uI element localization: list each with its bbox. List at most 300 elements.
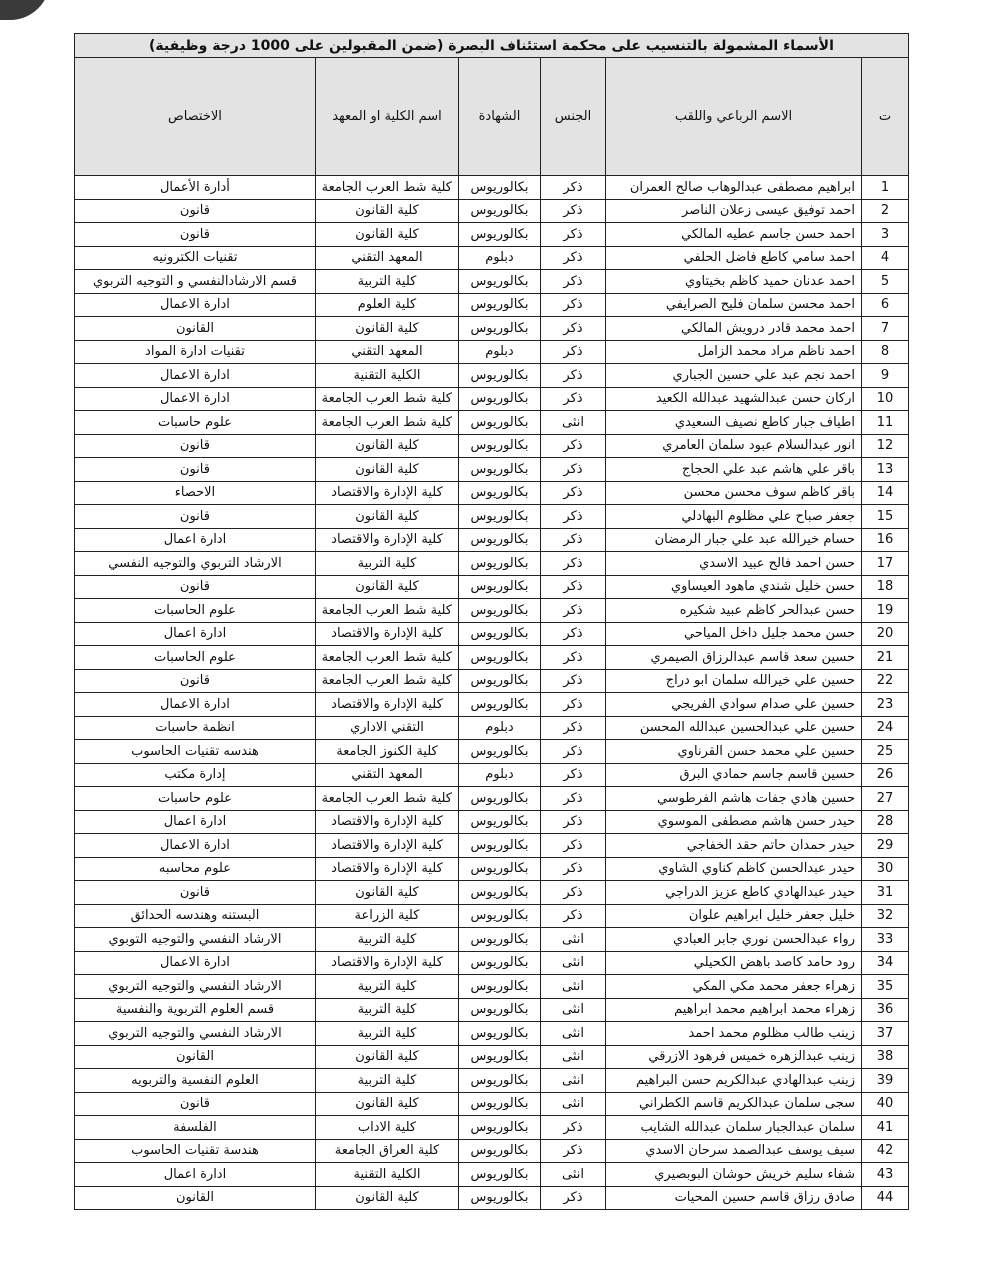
corner-shape [0,0,50,20]
row-specialization: الارشاد النفسي والتوجيه التوبوي [74,928,315,952]
row-college: كلية القانون [316,575,459,599]
row-specialization: القانون [74,317,315,341]
row-specialization: هندسة تقنيات الحاسوب [74,1139,315,1163]
row-number: 33 [862,928,909,952]
row-specialization: ادارة اعمال [74,622,315,646]
row-degree: بكالوريوس [459,622,541,646]
row-college: كلية التربية [316,1069,459,1093]
table-row [74,1092,908,1116]
table-row [74,481,908,505]
row-name: شفاء سليم خريش حوشان البوبصيري [606,1163,862,1187]
row-specialization: هندسه تقنيات الحاسوب [74,740,315,764]
table-row [74,1186,908,1210]
header-degree: الشهادة [459,58,541,176]
row-name: حيدر عبدالهادي كاطع عزيز الدراجي [606,881,862,905]
table-row [74,1116,908,1140]
table-row [74,1022,908,1046]
row-name: سجى سلمان عبدالكريم قاسم الكطراني [606,1092,862,1116]
row-number: 28 [862,810,909,834]
row-number: 19 [862,599,909,623]
row-degree: دبلوم [459,763,541,787]
document-title: الأسماء المشمولة بالتنسيب على محكمة استئناف البصرة (ضمن المقبولين على 1000 درجة وظيفية) [74,34,908,58]
row-college: كلية التربية [316,975,459,999]
row-specialization: علوم الحاسبات [74,646,315,670]
row-college: كلية الإدارة والاقتصاد [316,481,459,505]
row-gender: ذكر [541,481,606,505]
row-gender: ذكر [541,575,606,599]
row-gender: ذكر [541,364,606,388]
row-degree: بكالوريوس [459,575,541,599]
row-name: احمد توفيق عيسى زعلان الناصر [606,199,862,223]
row-gender: ذكر [541,1116,606,1140]
document-sheet [75,33,909,1210]
row-name: حسين سعد قاسم عبدالرزاق الصيمري [606,646,862,670]
row-college: كلية القانون [316,317,459,341]
row-degree: بكالوريوس [459,411,541,435]
row-specialization: ادارة الاعمال [74,951,315,975]
row-number: 3 [862,223,909,247]
row-number: 37 [862,1022,909,1046]
row-name: حيدر حمدان حاتم حقد الخفاجي [606,834,862,858]
row-college: كلية شط العرب الجامعة [316,176,459,200]
row-college: كلية القانون [316,199,459,223]
row-number: 5 [862,270,909,294]
row-number: 42 [862,1139,909,1163]
row-college: المعهد التقني [316,763,459,787]
row-college: كلية الكنوز الجامعة [316,740,459,764]
row-name: احمد نجم عبد علي حسين الجباري [606,364,862,388]
row-number: 10 [862,387,909,411]
row-degree: بكالوريوس [459,1092,541,1116]
row-gender: ذكر [541,693,606,717]
row-degree: بكالوريوس [459,740,541,764]
table-row [74,293,908,317]
row-specialization: قانون [74,505,315,529]
row-degree: بكالوريوس [459,1186,541,1210]
row-degree: بكالوريوس [459,552,541,576]
row-specialization: إدارة مكتب [74,763,315,787]
row-number: 39 [862,1069,909,1093]
row-number: 6 [862,293,909,317]
row-number: 22 [862,669,909,693]
row-number: 8 [862,340,909,364]
row-gender: ذكر [541,622,606,646]
row-college: الكلية التقنية [316,364,459,388]
row-name: احمد سامي كاطع فاضل الحلفي [606,246,862,270]
row-college: كلية العراق الجامعة [316,1139,459,1163]
row-degree: بكالوريوس [459,387,541,411]
row-name: رواء عبدالحسن نوري جابر العبادي [606,928,862,952]
row-college: كلية شط العرب الجامعة [316,387,459,411]
row-name: حسين قاسم جاسم حمادي البرق [606,763,862,787]
row-name: خليل جعفر خليل ابراهيم علوان [606,904,862,928]
row-name: حسن محمد جليل داخل المياحي [606,622,862,646]
row-number: 17 [862,552,909,576]
table-row [74,881,908,905]
table-row [74,646,908,670]
row-college: كلية الإدارة والاقتصاد [316,834,459,858]
row-specialization: القانون [74,1186,315,1210]
table-row [74,622,908,646]
table-row [74,364,908,388]
row-number: 44 [862,1186,909,1210]
row-gender: انثى [541,1045,606,1069]
row-specialization: العلوم النفسية والتربويه [74,1069,315,1093]
row-specialization: ادارة الاعمال [74,387,315,411]
row-college: الكلية التقنية [316,1163,459,1187]
row-college: كلية الاداب [316,1116,459,1140]
row-degree: بكالوريوس [459,951,541,975]
row-college: كلية القانون [316,1186,459,1210]
row-gender: ذكر [541,340,606,364]
table-row [74,340,908,364]
row-specialization: قانون [74,881,315,905]
table-row [74,270,908,294]
row-degree: بكالوريوس [459,693,541,717]
row-number: 4 [862,246,909,270]
row-number: 24 [862,716,909,740]
row-name: حسام خيرالله عبد علي جبار الرمضان [606,528,862,552]
row-number: 15 [862,505,909,529]
row-specialization: الارشاد النفسي والتوجيه التربوي [74,975,315,999]
row-gender: ذكر [541,810,606,834]
row-name: ابراهيم مصطفى عبدالوهاب صالح العمران [606,176,862,200]
row-name: زهراء جعفر محمد مكي المكي [606,975,862,999]
row-college: كلية القانون [316,223,459,247]
row-specialization: قسم العلوم التربوية والنفسية [74,998,315,1022]
row-number: 34 [862,951,909,975]
row-gender: ذكر [541,458,606,482]
header-college: اسم الكلية او المعهد [316,58,459,176]
row-number: 43 [862,1163,909,1187]
row-number: 27 [862,787,909,811]
row-number: 26 [862,763,909,787]
table-row [74,787,908,811]
row-gender: انثى [541,928,606,952]
row-name: حسن عبدالحر كاظم عبيد شكيره [606,599,862,623]
table-row [74,223,908,247]
row-name: زينب عبدالهادي عبدالكريم حسن البراهيم [606,1069,862,1093]
row-college: المعهد التقني [316,340,459,364]
row-degree: دبلوم [459,340,541,364]
row-degree: بكالوريوس [459,904,541,928]
row-gender: ذكر [541,176,606,200]
row-name: احمد ناظم مراد محمد الزامل [606,340,862,364]
table-row [74,599,908,623]
row-specialization: علوم محاسبه [74,857,315,881]
row-number: 30 [862,857,909,881]
row-degree: بكالوريوس [459,293,541,317]
row-degree: بكالوريوس [459,599,541,623]
row-number: 12 [862,434,909,458]
row-specialization: علوم حاسبات [74,787,315,811]
header-name: الاسم الرباعي واللقب [606,58,862,176]
row-specialization: البستنه وهندسه الحدائق [74,904,315,928]
row-specialization: الارشاد النفسي والتوجيه التربوي [74,1022,315,1046]
row-degree: بكالوريوس [459,646,541,670]
row-number: 2 [862,199,909,223]
row-number: 21 [862,646,909,670]
row-college: كلية القانون [316,881,459,905]
table-row [74,317,908,341]
row-degree: بكالوريوس [459,669,541,693]
table-row [74,928,908,952]
row-name: زينب عبدالزهره خميس فرهود الازرقي [606,1045,862,1069]
row-degree: بكالوريوس [459,834,541,858]
row-number: 36 [862,998,909,1022]
row-gender: ذكر [541,387,606,411]
row-college: كلية التربية [316,928,459,952]
row-name: حسين علي عبدالحسين عبدالله المحسن [606,716,862,740]
table-row [74,387,908,411]
row-degree: بكالوريوس [459,1045,541,1069]
row-number: 41 [862,1116,909,1140]
row-college: كلية شط العرب الجامعة [316,787,459,811]
row-gender: ذكر [541,599,606,623]
row-gender: انثى [541,1163,606,1187]
row-name: سلمان عبدالجبار سلمان عبدالله الشايب [606,1116,862,1140]
row-specialization: قانون [74,434,315,458]
row-gender: ذكر [541,223,606,247]
row-name: زينب طالب مظلوم محمد احمد [606,1022,862,1046]
row-number: 1 [862,176,909,200]
row-name: رود حامد كاصد باهض الكحيلي [606,951,862,975]
row-gender: ذكر [541,881,606,905]
row-name: اركان حسن عبدالشهيد عبدالله الكعيد [606,387,862,411]
row-name: اطياف جبار كاطع نصيف السعيدي [606,411,862,435]
table-row [74,434,908,458]
table-row [74,1045,908,1069]
row-name: احمد عدنان حميد كاظم بخيتاوي [606,270,862,294]
row-college: كلية القانون [316,1045,459,1069]
row-gender: انثى [541,998,606,1022]
row-college: كلية الإدارة والاقتصاد [316,693,459,717]
row-gender: انثى [541,411,606,435]
row-gender: انثى [541,951,606,975]
row-degree: دبلوم [459,246,541,270]
row-college: كلية الزراعة [316,904,459,928]
row-number: 38 [862,1045,909,1069]
row-gender: ذكر [541,834,606,858]
table-row [74,1069,908,1093]
row-degree: بكالوريوس [459,810,541,834]
row-degree: بكالوريوس [459,998,541,1022]
row-specialization: أدارة الأعمال [74,176,315,200]
row-gender: ذكر [541,857,606,881]
row-specialization: الارشاد التربوي والتوجيه النفسي [74,552,315,576]
row-specialization: ادارة اعمال [74,810,315,834]
row-gender: ذكر [541,270,606,294]
row-number: 13 [862,458,909,482]
row-gender: ذكر [541,763,606,787]
row-college: كلية القانون [316,458,459,482]
row-name: باقر علي هاشم عبد علي الحجاج [606,458,862,482]
row-name: جعفر صباح علي مظلوم البهادلي [606,505,862,529]
row-degree: بكالوريوس [459,176,541,200]
row-specialization: ادارة اعمال [74,528,315,552]
row-name: حسين علي محمد حسن القرناوي [606,740,862,764]
row-gender: ذكر [541,528,606,552]
table-row [74,1163,908,1187]
row-degree: بكالوريوس [459,1163,541,1187]
table-row [74,810,908,834]
row-degree: بكالوريوس [459,317,541,341]
row-specialization: تقنيات الكترونيه [74,246,315,270]
table-row [74,716,908,740]
row-number: 35 [862,975,909,999]
table-row [74,998,908,1022]
row-degree: بكالوريوس [459,1022,541,1046]
row-degree: بكالوريوس [459,364,541,388]
row-gender: ذكر [541,317,606,341]
row-name: حيدر حسن هاشم مصطفى الموسوي [606,810,862,834]
row-name: احمد محمد قادر درويش المالكي [606,317,862,341]
row-gender: ذكر [541,246,606,270]
header-row [74,58,908,176]
row-college: كلية القانون [316,434,459,458]
row-college: كلية الإدارة والاقتصاد [316,951,459,975]
row-specialization: قسم الارشادالنفسي و التوجيه التربوي [74,270,315,294]
row-specialization: قانون [74,223,315,247]
row-number: 9 [862,364,909,388]
row-specialization: قانون [74,458,315,482]
table-row [74,505,908,529]
table-row [74,176,908,200]
row-degree: بكالوريوس [459,434,541,458]
row-name: حيدر عبدالحسن كاظم كناوي الشاوي [606,857,862,881]
table-row [74,904,908,928]
row-specialization: الاحصاء [74,481,315,505]
row-number: 40 [862,1092,909,1116]
row-degree: بكالوريوس [459,223,541,247]
row-gender: انثى [541,1022,606,1046]
row-degree: بكالوريوس [459,857,541,881]
row-degree: بكالوريوس [459,1069,541,1093]
row-degree: بكالوريوس [459,787,541,811]
row-specialization: قانون [74,199,315,223]
row-gender: ذكر [541,646,606,670]
row-college: كلية القانون [316,1092,459,1116]
row-college: كلية الإدارة والاقتصاد [316,622,459,646]
row-degree: بكالوريوس [459,481,541,505]
row-number: 31 [862,881,909,905]
row-degree: بكالوريوس [459,270,541,294]
row-gender: ذكر [541,669,606,693]
row-specialization: علوم الحاسبات [74,599,315,623]
row-name: حسين هادي جفات هاشم الفرطوسي [606,787,862,811]
row-gender: ذكر [541,787,606,811]
table-row [74,740,908,764]
row-degree: بكالوريوس [459,881,541,905]
names-table [74,33,909,1210]
table-row [74,458,908,482]
row-specialization: قانون [74,575,315,599]
row-name: حسين علي صدام سوادي الفريجي [606,693,862,717]
row-gender: ذكر [541,1139,606,1163]
row-college: كلية شط العرب الجامعة [316,646,459,670]
row-college: كلية التربية [316,1022,459,1046]
row-college: كلية الإدارة والاقتصاد [316,528,459,552]
table-row [74,763,908,787]
row-number: 7 [862,317,909,341]
row-name: حسن خليل شندي ماهود العيساوي [606,575,862,599]
table-row [74,669,908,693]
table-row [74,951,908,975]
row-number: 20 [862,622,909,646]
row-degree: بكالوريوس [459,1139,541,1163]
row-number: 29 [862,834,909,858]
row-college: كلية العلوم [316,293,459,317]
row-gender: ذكر [541,716,606,740]
row-number: 25 [862,740,909,764]
row-name: احمد حسن جاسم عطيه المالكي [606,223,862,247]
row-name: احمد محسن سلمان فليح الصرايفي [606,293,862,317]
row-college: كلية القانون [316,505,459,529]
table-row [74,575,908,599]
row-number: 23 [862,693,909,717]
row-gender: انثى [541,975,606,999]
row-degree: بكالوريوس [459,928,541,952]
row-name: صادق رزاق قاسم حسين المحيات [606,1186,862,1210]
row-name: سيف يوسف عبدالصمد سرحان الاسدي [606,1139,862,1163]
row-degree: بكالوريوس [459,1116,541,1140]
row-college: كلية التربية [316,998,459,1022]
table-row [74,552,908,576]
row-specialization: تقنيات ادارة المواد [74,340,315,364]
table-row [74,528,908,552]
row-college: كلية شط العرب الجامعة [316,669,459,693]
header-gender: الجنس [541,58,606,176]
row-specialization: ادارة الاعمال [74,834,315,858]
row-name: انور عبدالسلام عبود سلمان العامري [606,434,862,458]
header-num: ت [862,58,909,176]
row-name: زهراء محمد ابراهيم محمد ابراهيم [606,998,862,1022]
header-spec: الاختصاص [74,58,315,176]
row-specialization: انظمة حاسبات [74,716,315,740]
table-row [74,1139,908,1163]
row-gender: ذكر [541,199,606,223]
row-specialization: ادارة اعمال [74,1163,315,1187]
row-number: 14 [862,481,909,505]
row-specialization: ادارة الاعمال [74,364,315,388]
row-gender: ذكر [541,1186,606,1210]
row-degree: بكالوريوس [459,505,541,529]
row-specialization: ادارة الاعمال [74,293,315,317]
row-specialization: القانون [74,1045,315,1069]
row-name: حسين علي خيرالله سلمان ابو دراج [606,669,862,693]
row-number: 18 [862,575,909,599]
row-degree: بكالوريوس [459,975,541,999]
row-number: 32 [862,904,909,928]
row-college: كلية الإدارة والاقتصاد [316,857,459,881]
row-college: كلية شط العرب الجامعة [316,411,459,435]
table-row [74,411,908,435]
row-college: كلية الإدارة والاقتصاد [316,810,459,834]
row-gender: انثى [541,1069,606,1093]
row-college: التقني الاداري [316,716,459,740]
table-row [74,834,908,858]
row-college: كلية التربية [316,270,459,294]
row-name: حسن احمد فالح عبيد الاسدي [606,552,862,576]
row-college: المعهد التقني [316,246,459,270]
row-specialization: ادارة الاعمال [74,693,315,717]
row-gender: ذكر [541,904,606,928]
row-specialization: قانون [74,1092,315,1116]
row-specialization: علوم حاسبات [74,411,315,435]
row-specialization: الفلسفة [74,1116,315,1140]
row-degree: بكالوريوس [459,458,541,482]
table-row [74,857,908,881]
